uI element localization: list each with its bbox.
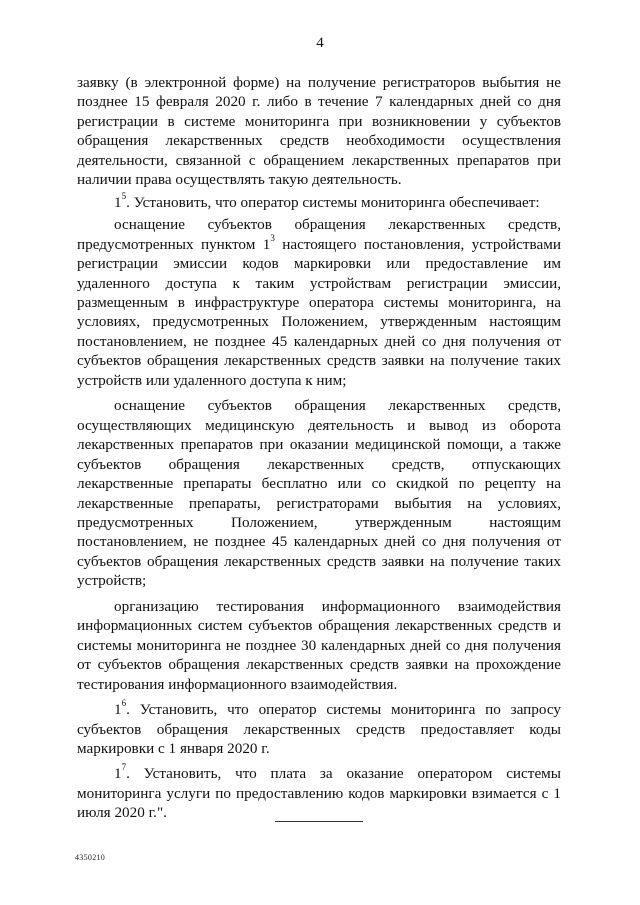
clause-superscript: 6: [121, 697, 127, 708]
item-text-before: оснащение субъектов обращения лекарственных средств, предусмотренных пунктом 1: [77, 216, 561, 253]
clause-1-5: [77, 190, 561, 212]
clause-text: . Установить, что оператор системы мониторинга обеспечивает:: [126, 193, 540, 211]
item-text: организацию тестирования информационного взаимодействия информационных систем субъектов обращения лекарственных средств и системы мониторинга не позднее 30 календарных дней со дня получения от субъектов обращения лекарственных средств заявки на прохождение тестирования информационного взаимодействия.: [77, 597, 561, 693]
clause-text: . Установить, что плата за оказание оператором системы мониторинга услуги по предоставлению кодов маркировки взимается с 1 июля 2020 г.".: [77, 765, 561, 822]
clause-number: 1: [114, 193, 122, 211]
item-superscript: 3: [270, 232, 275, 243]
clause-1-7: [77, 764, 561, 822]
page-number: 4: [316, 35, 324, 51]
clause-text: . Установить, что оператор системы мониторинга по запросу субъектов обращения лекарственных средств предоставляет коды маркировки с 1 января 2020 г.: [77, 701, 561, 757]
clause-number: 1: [114, 765, 122, 783]
item-text-after: настоящего постановления, устройствами регистрации эмиссии кодов маркировки или предоставление им удаленного доступа к таким устройствам регистрации эмиссии, размещенным в инфраструктуре оператора системы мониторинга, на условиях, предусмотренных Положением, утвержденным настоящим постановлением, не позднее 45 календарных дней со дня получения от субъектов обращения лекарственных средств заявки на получение таких устройств или удаленного доступа к ним;: [77, 235, 561, 389]
end-divider-line: [275, 821, 363, 822]
item-equipping-disposal-registrars: [77, 396, 561, 591]
item-testing-organization: [77, 597, 561, 694]
paragraph-continuation: [77, 73, 561, 190]
clause-number: 1: [114, 701, 122, 719]
item-equipping-emission-devices: [77, 215, 561, 390]
clause-1-6: [77, 697, 561, 758]
clause-superscript: 7: [121, 762, 127, 773]
document-body: [77, 73, 561, 823]
document-code: 4350210: [75, 853, 106, 862]
item-text: оснащение субъектов обращения лекарственных средств, осуществляющих медицинскую деятельность и вывод из оборота лекарственных препаратов при оказании медицинской помощи, а также субъектов обращения лекарственных средств, отпускающих лекарственные препараты бесплатно или со скидкой по рецепту на лекарственные препараты, регистраторами выбытия на условиях, предусмотренных Положением, утвержденным настоящим постановлением, не позднее 45 календарных дней со дня получения от субъектов обращения лекарственных средств заявки на получение таких устройств;: [77, 397, 561, 590]
clause-superscript: 5: [121, 190, 127, 201]
paragraph-text: заявку (в электронной форме) на получение регистраторов выбытия не позднее 15 февраля 2020 г. либо в течение 7 календарных дней со дня регистрации в системе мониторинга при возникновении у субъектов обращения лекарственных средств необходимости осуществления деятельности, связанной с обращением лекарственных препаратов при наличии права осуществлять такую деятельность.: [77, 74, 561, 189]
